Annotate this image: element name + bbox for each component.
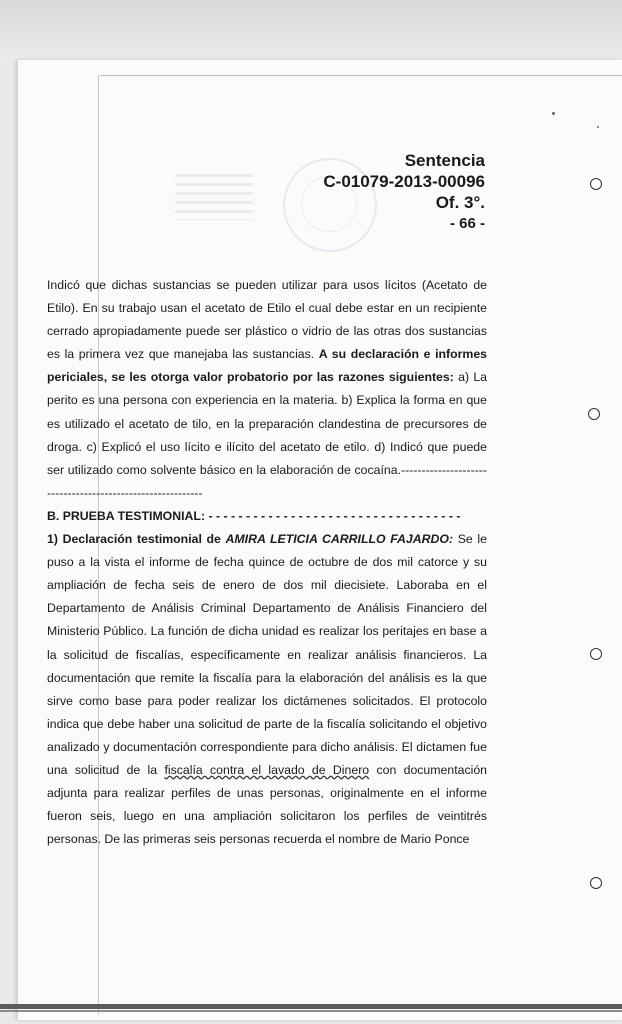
paragraph: Indicó que dichas sustancias se pueden utilizar para usos lícitos (Acetato de Etilo). En su trabajo usan el acetato de Etilo el cual debe estar en un recipiente cerrado apropiadamente puede ser plástico o vidrio de las otras dos sustancias es la primera vez que manejaba las sustancias. A su declaración e informes periciales, se les otorga valor probatorio por las razones siguientes: a) La perito es una persona con experiencia en la materia. b) Explica la forma en que es utilizado el acetato de tilo, en la preparación clandestina de precursores de droga. c) Explicó el uso lícito e ilícito del acetato de etilo. d) Indicó que puede ser utilizado como solvente básico en la elaboración de cocaína.----------------------------------------------------------- [47, 278, 487, 500]
faded-stamp-text [175, 168, 253, 220]
page-edge [100, 75, 622, 76]
scan-speck [552, 112, 555, 115]
header-title: Sentencia [404, 151, 485, 170]
witness-name: AMIRA LETICIA CARRILLO FAJARDO: [225, 532, 454, 547]
section-heading: B. PRUEBA TESTIMONIAL: - - - - - - - - - - - - - - - - - - - - - - - - - - - - - - - - - - [47, 508, 461, 523]
case-number: C-01079-2013-00096 [323, 172, 485, 191]
document-header [323, 150, 485, 234]
punch-hole-icon [590, 648, 602, 660]
punch-hole-icon [590, 178, 602, 190]
paragraph: 1) Declaración testimonial de AMIRA LETICIA CARRILLO FAJARDO: Se le puso a la vista el informe de fecha quince de octubre de dos mil catorce y su ampliación de fecha seis de enero de dos mil diecisiete. Laboraba en el Departamento de Análisis Criminal Departamento de Análisis Financiero del Ministerio Público. La función de dicha unidad es realizar los peritajes en base a la solicitud de fiscalías, específicamente en realizar análisis financieros. La documentación que remite la fiscalía para la elaboración del análisis es la que sirve como base para poder realizar los dictámenes solicitados. El protocolo indica que debe haber una solicitud de parte de la fiscalía solicitando el objetivo analizado y documentación correspondiente para dicho análisis. El dictamen fue una solicitud de la fiscalía contra el lavado de Dinero con documentación adjunta para realizar perfiles de unas personas, originalmente en el informe fueron seis, luego en una ampliación solicitaron los perfiles de veintitrés personas. De las primeras seis personas recuerda el nombre de Mario Ponce [47, 532, 488, 847]
scan-bottom-edge [0, 1004, 622, 1009]
page-number: - 66 - [449, 215, 485, 232]
scan-background [0, 0, 622, 60]
punch-hole-icon [590, 877, 602, 889]
document-body [47, 274, 487, 851]
punch-hole-icon [588, 408, 600, 420]
scan-speck [597, 126, 599, 128]
underlined-phrase: fiscalía contra el lavado de Dinero [164, 762, 370, 777]
scan-bottom-edge [0, 1010, 622, 1012]
office-number: Of. 3°. [435, 193, 485, 212]
